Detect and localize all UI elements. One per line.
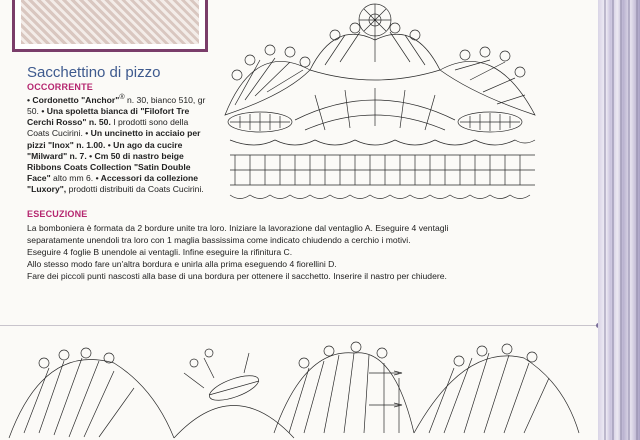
material-item: • Accessori da collezione "Luxory", prodotti distribuiti da Coats Cucirini. xyxy=(27,173,204,195)
material-item: • Una spoletta bianca di "Filofort Tre Cerchi Rosso" n. 50. I prodotti sono della Coats Cucirini. xyxy=(27,106,190,139)
instruction-line: La bomboniera è formata da 2 bordure unite tra loro. Iniziare la lavorazione dal ventaglio A. Eseguire 4 ventagli xyxy=(27,223,449,233)
lace-photo-frame xyxy=(12,0,208,52)
instructions-text xyxy=(27,222,467,282)
instructions-heading: ESECUZIONE xyxy=(27,209,88,219)
page-edge xyxy=(598,0,640,440)
crochet-chart-top xyxy=(215,0,545,205)
materials-heading: OCCORRENTE xyxy=(27,82,94,92)
instruction-line: Eseguire 4 foglie B unendole ai ventagli. Infine eseguire la rifinitura C. xyxy=(27,247,293,257)
lace-photo-icon xyxy=(21,0,199,44)
materials-list xyxy=(27,92,211,196)
material-item: • Un uncinetto in acciaio per pizzi "Inox" n. 1.00. • Un ago da cucire "Milward" n. 7. • Cm 50 di nastro beige Ribbons Coats Collection "Satin Double Face" alto mm 6. xyxy=(27,128,201,184)
instruction-line: Fare dei piccoli punti nascosti alla base di una bordura per ottenere il sacchetto. Inserire il nastro per chiudere. xyxy=(27,271,447,281)
crochet-chart-bottom xyxy=(4,333,584,440)
material-item: • Cordonetto "Anchor"® n. 30, bianco 510, gr 50. xyxy=(27,93,206,117)
section-divider xyxy=(0,325,598,326)
pattern-title: Sacchettino di pizzo xyxy=(27,64,161,81)
instruction-line: Allo stesso modo fare un'altra bordura e unirla alla prima eseguendo 4 fiorellini D. xyxy=(27,259,337,269)
instruction-line: separatamente unendoli tra loro con 1 maglia bassissima come indicato chiudendo a cerchio i motivi. xyxy=(27,235,411,245)
